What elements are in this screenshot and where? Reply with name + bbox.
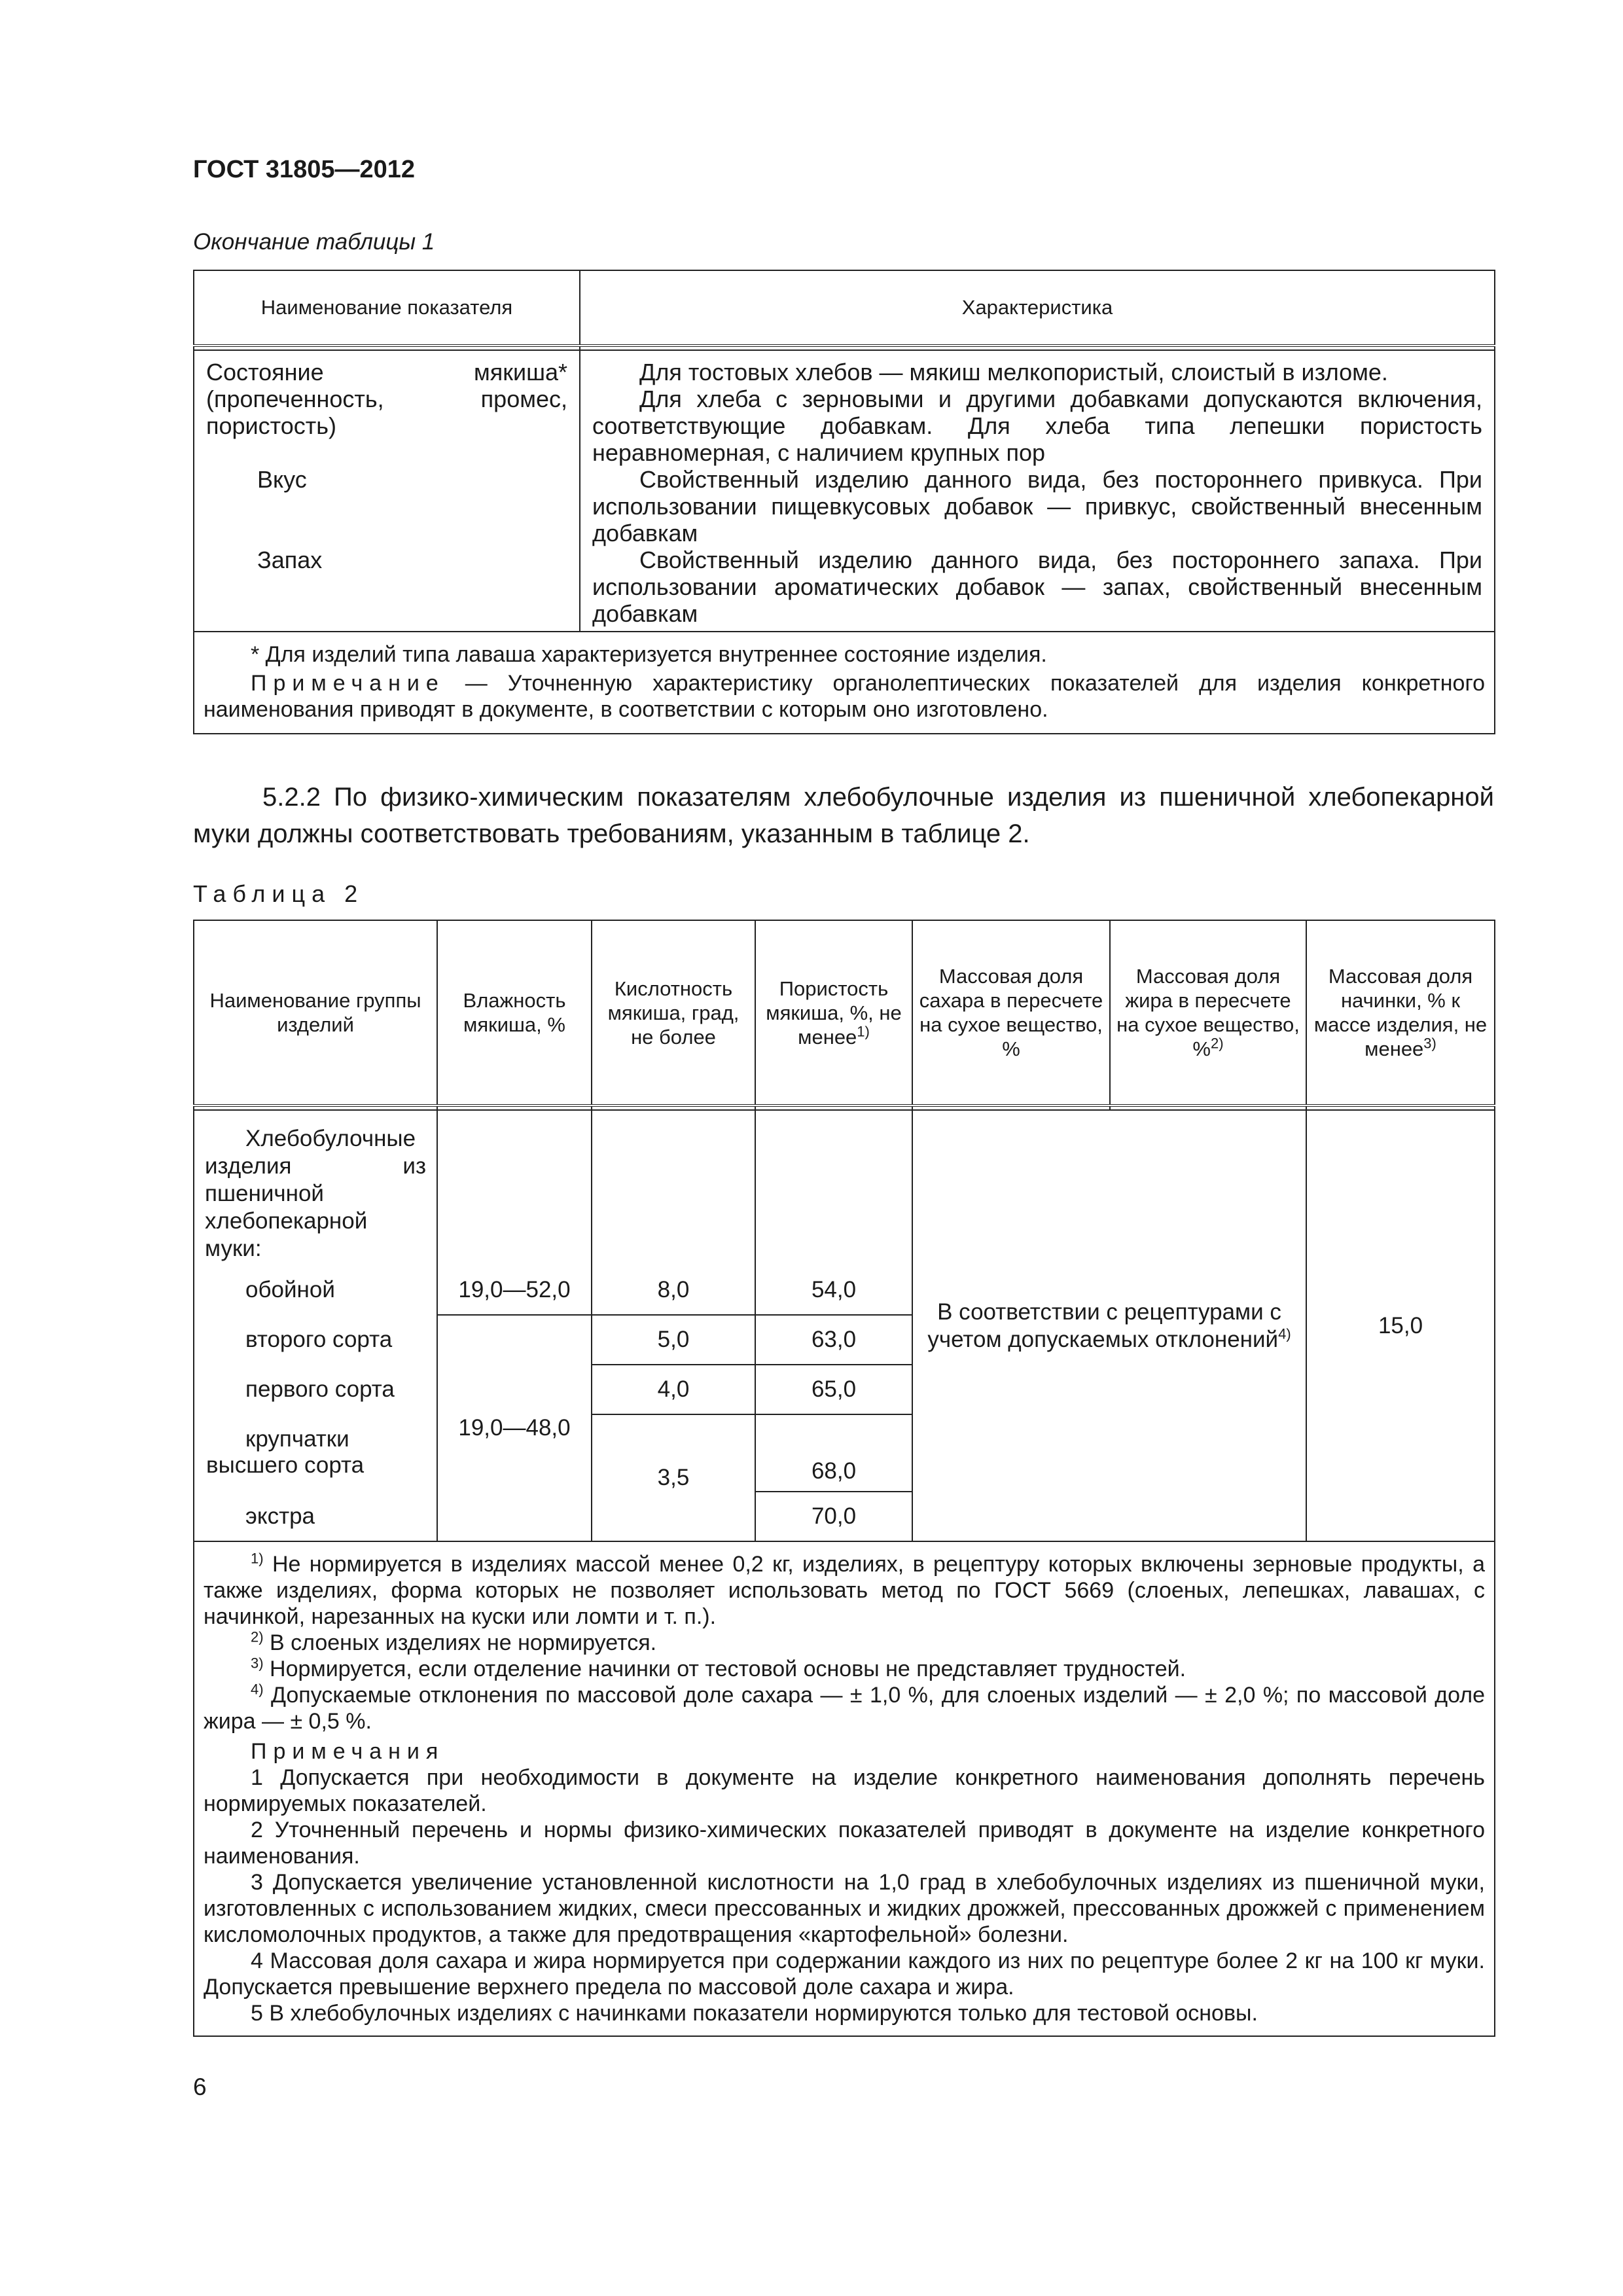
table2-row-name: первого сорта — [194, 1365, 437, 1414]
table2-footnote: $^{2)}$ В слоеных изделиях не нормируется. — [251, 1628, 657, 1655]
table2-acidity-group: 3,5 — [592, 1414, 755, 1541]
table1-names-cell — [194, 350, 580, 632]
table2-notes-label: Примечания — [251, 1739, 445, 1764]
table2-h-acidity: Кислотность мякиша, град, не более — [592, 920, 755, 1105]
table1-row-taste: Вкус — [257, 466, 307, 493]
table2-notes — [194, 1541, 1495, 2036]
table2-caption: Таблица 2 — [193, 880, 365, 907]
table1-note-label: Примечание — [251, 671, 445, 696]
table1-smell-desc: Свойственный изделию данного вида, без постороннего запаха. При использовании ароматических добавок — запах, свойственный внесенным добавкам — [592, 547, 1482, 627]
table2-h-filling: Массовая доля начинки, % к массе изделия, не менее$^{3)}$ — [1306, 920, 1495, 1105]
document-id: ГОСТ 31805—2012 — [193, 156, 416, 183]
table1-crumb-desc-1: Для тостовых хлебов — мякиш мелкопористый, слоистый в изломе. — [639, 359, 1388, 386]
table2-filling-value: 15,0 — [1306, 1110, 1495, 1541]
table2-row-porosity: 65,0 — [755, 1365, 912, 1414]
table2-row-porosity: 68,0 — [755, 1414, 912, 1492]
table2-moisture-group: 19,0—48,0 — [437, 1315, 592, 1541]
table-continuation-label: Окончание таблицы 1 — [193, 229, 435, 255]
table2-row-porosity: 54,0 — [755, 1265, 912, 1315]
table2-row-porosity: 63,0 — [755, 1315, 912, 1365]
table2-h-sugar: Массовая доля сахара в пересчете на сухое вещество, % — [912, 920, 1110, 1105]
table2-note: 5 В хлебобулочных изделиях с начинками показатели нормируются только для тестовой основы. — [251, 2001, 1258, 2026]
table2-row-acidity: 5,0 — [592, 1315, 755, 1365]
table2-note: 1 Допускается при необходимости в документе на изделие конкретного наименования дополнять перечень нормируемых показателей. — [204, 1765, 1485, 1816]
table1-notes — [194, 632, 1495, 734]
table2-group-label: Хлебобулочные изделия из пшеничной хлебопекарной муки: — [194, 1110, 437, 1265]
table1-taste-desc: Свойственный изделию данного вида, без постороннего привкуса. При использовании пищевкусовых добавок — привкус, свойственный внесенным добавкам — [592, 466, 1482, 547]
table-2 — [193, 920, 1495, 2037]
table2-row-name: второго сорта — [194, 1315, 437, 1365]
table2-row-name: крупчатки высшего сорта — [194, 1414, 437, 1492]
table2-h-moisture: Влажность мякиша, % — [437, 920, 592, 1105]
table2-sugar-fat-cell: В соответствии с рецептурами с учетом допускаемых отклонений$^{4)}$ — [912, 1110, 1306, 1541]
table1-row-crumb: Состояние мякиша* (пропеченность, промес, пористость) — [206, 359, 567, 439]
page-number: 6 — [193, 2073, 207, 2100]
table1-desc-cell — [580, 350, 1495, 632]
table1-crumb-desc-2: Для хлеба с зерновыми и другими добавками допускаются включения, соответствующие добавкам. Для хлеба типа лепешки пористость неравномерная, с наличием крупных пор — [592, 386, 1482, 466]
table2-row-acidity: 4,0 — [592, 1365, 755, 1414]
table2-row-name: экстра — [194, 1492, 437, 1541]
paragraph-5-2-2: 5.2.2 По физико-химическим показателям хлебобулочные изделия из пшеничной хлебопекарной муки должны соответствовать требованиям, указанным в таблице 2. — [193, 783, 1494, 848]
table2-h-fat: Массовая доля жира в пересчете на сухое вещество, %$^{2)}$ — [1110, 920, 1306, 1105]
table2-row-moisture: 19,0—52,0 — [437, 1265, 592, 1315]
table2-h-porosity: Пористость мякиша, %, не менее$^{1)}$ — [755, 920, 912, 1105]
table1-col-name-header: Наименование показателя — [194, 270, 580, 346]
table2-footnote: $^{1)}$ Не нормируется в изделиях массой менее 0,2 кг, изделиях, в рецептуру которых включены зерновые продукты, а также изделиях, форма которых не позволяет использовать метод по ГОСТ 5669 (слоеных, лепешках, лавашах, с начинкой, нарезанных на куски или ломти и т. п.). — [204, 1550, 1485, 1629]
table1-footnote: * Для изделий типа лаваша характеризуется внутреннее состояние изделия. — [251, 642, 1047, 667]
table2-footnote: $^{4)}$ Допускаемые отклонения по массовой доле сахара — ± 1,0 %, для слоеных изделий — ± 2,0 %; по массовой доле жира — ± 0,5 %. — [204, 1681, 1485, 1734]
table2-row-porosity: 70,0 — [755, 1492, 912, 1541]
table1-row-smell: Запах — [257, 547, 323, 573]
table2-note: 4 Массовая доля сахара и жира нормируется при содержании каждого из них по рецептуре более 2 кг на 100 кг муки. Допускается превышение верхнего предела по массовой доле сахара и жира. — [204, 1948, 1485, 2000]
table2-h-group: Наименование группы изделий — [194, 920, 437, 1105]
table1-col-char-header: Характеристика — [580, 270, 1495, 346]
table2-note: 3 Допускается увеличение установленной кислотности на 1,0 град в хлебобулочных изделиях из пшеничной муки, изготовленных с использованием жидких, смеси прессованных и жидких дрожжей, прессованных дрожжей с применением кисломолочных продуктов, а также для предотвращения «картофельной» болезни. — [204, 1870, 1485, 1947]
table1-note-text: — Уточненную характеристику органолептических показателей для изделия конкретного наименования приводят в документе, в соответствии с которым оно изготовлено. — [204, 671, 1486, 722]
table2-row-name: обойной — [194, 1265, 437, 1315]
table1-note — [204, 670, 1485, 723]
table-1 — [193, 270, 1495, 734]
table2-footnote: $^{3)}$ Нормируется, если отделение начинки от тестовой основы не представляет трудностей. — [251, 1655, 1186, 1681]
table2-note: 2 Уточненный перечень и нормы физико-химических показателей приводят в документе на изделие конкретного наименования. — [204, 1818, 1485, 1869]
table2-row-acidity: 8,0 — [592, 1265, 755, 1315]
